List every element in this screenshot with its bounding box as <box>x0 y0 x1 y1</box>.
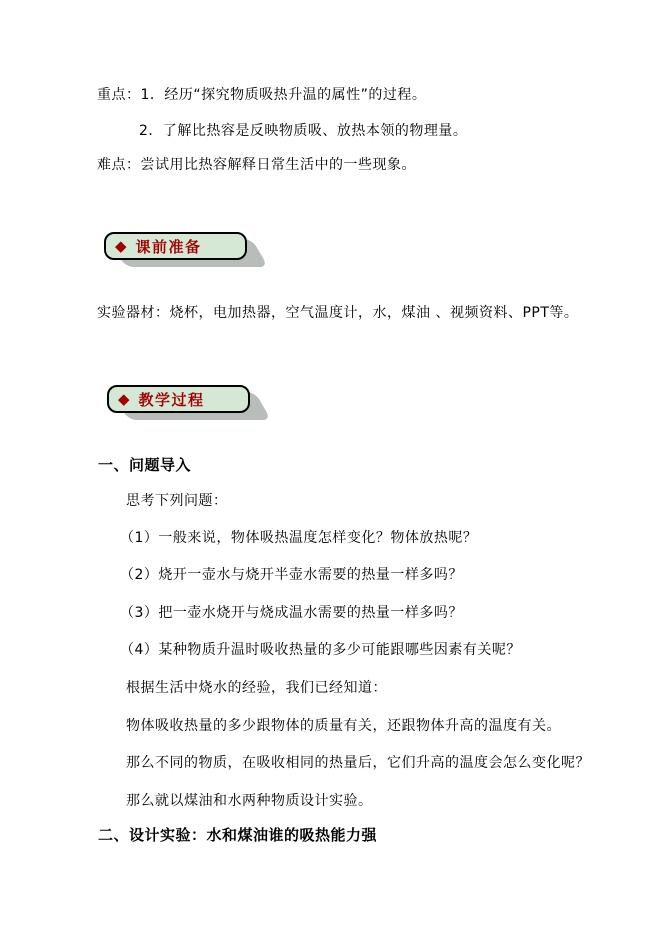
materials-line: 实验器材：烧杯，电加热器，空气温度计，水，煤油 、视频资料、PPT等。 <box>97 305 579 321</box>
paragraph-known-facts: 物体吸收热量的多少跟物体的质量有关，还跟物体升高的温度有关。 <box>126 718 561 734</box>
question-1: （1）一般来说，物体吸热温度怎样变化？物体放热呢？ <box>120 530 478 546</box>
question-3: （3）把一壶水烧开与烧成温水需要的热量一样多吗？ <box>120 605 463 621</box>
badge-label: 教学过程 <box>138 390 205 409</box>
section2-heading: 二、设计实验：水和煤油谁的吸热能力强 <box>98 826 378 844</box>
section1-heading: 一、问题导入 <box>98 456 192 474</box>
question-2: （2）烧开一壶水与烧开半壶水需要的热量一样多吗？ <box>120 567 463 583</box>
badge-class-preparation <box>104 232 247 260</box>
question-4: （4）某种物质升温时吸收热量的多少可能跟哪些因素有关呢？ <box>120 642 521 658</box>
paragraph-experience: 根据生活中烧水的经验，我们已经知道： <box>126 680 387 696</box>
key-point-line-2: 2．了解比热容是反映物质吸、放热本领的物理量。 <box>139 123 468 139</box>
difficulty-line: 难点：尝试用比热容解释日常生活中的一些现象。 <box>97 157 416 173</box>
paragraph-different-substances: 那么不同的物质，在吸收相同的热量后，它们升高的温度会怎么变化呢？ <box>126 755 590 771</box>
badge-body <box>104 232 247 260</box>
diamond-icon: ◆ <box>118 389 130 408</box>
diamond-icon: ◆ <box>115 236 127 255</box>
badge-teaching-process <box>107 385 250 413</box>
key-point-line-1: 重点：1．经历“探究物质吸热升温的属性”的过程。 <box>97 87 427 103</box>
badge-body <box>107 385 250 413</box>
section1-intro: 思考下列问题： <box>126 493 228 509</box>
badge-label: 课前准备 <box>135 237 202 256</box>
paragraph-experiment-design: 那么就以煤油和水两种物质设计实验。 <box>126 793 373 809</box>
